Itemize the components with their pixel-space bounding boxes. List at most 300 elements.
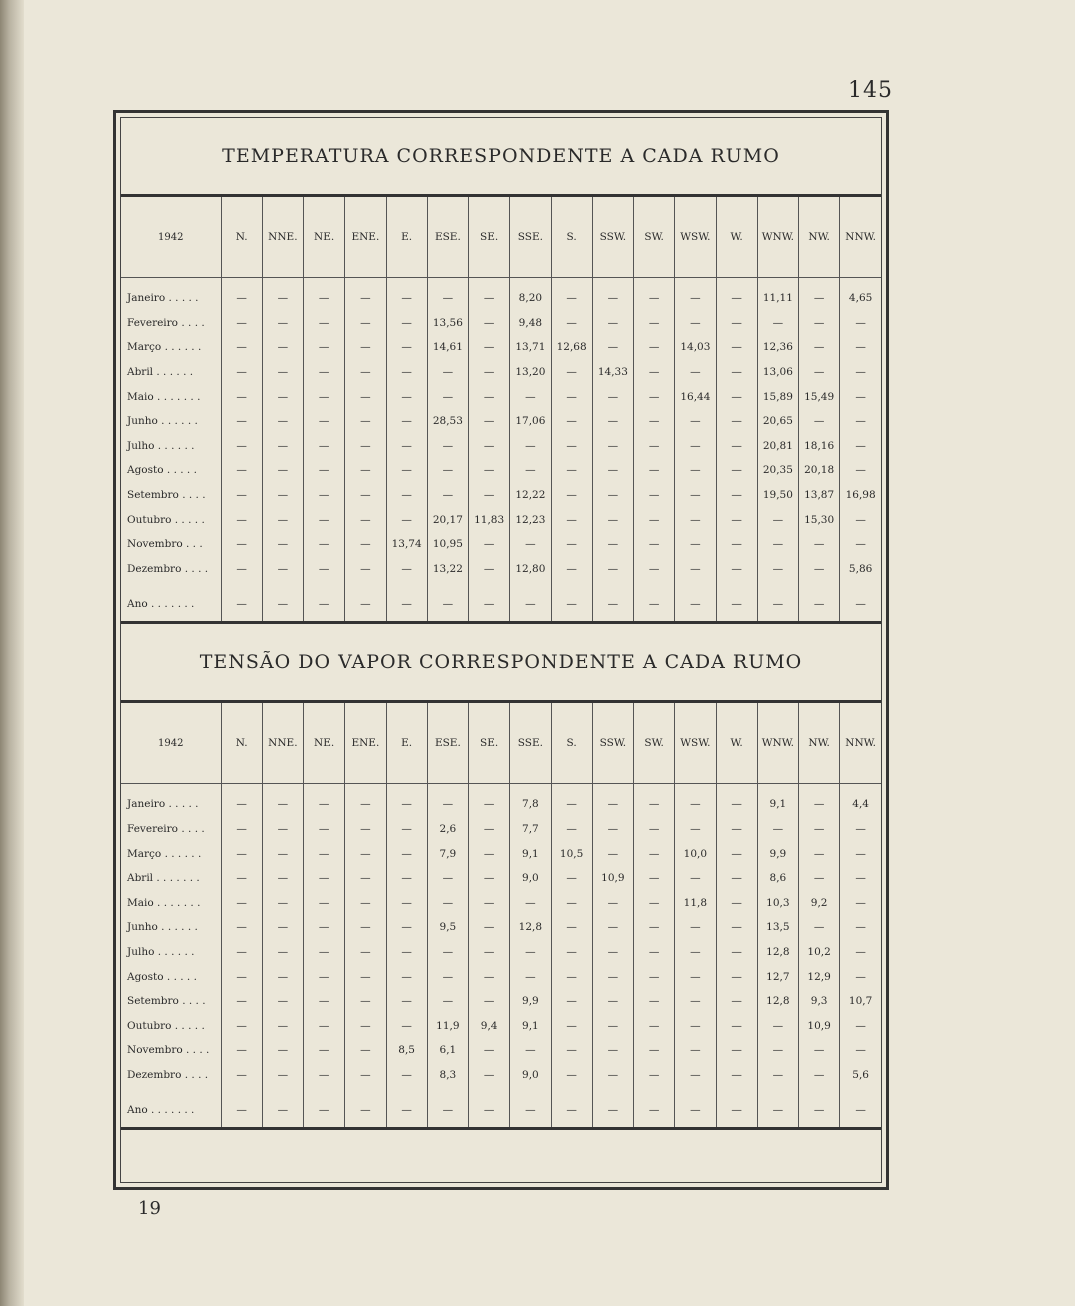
table-cell: —	[675, 409, 716, 434]
table-row	[121, 964, 881, 989]
table-cell: 7,9	[427, 841, 468, 866]
table-cell: 9,2	[799, 891, 840, 916]
table-cell: 12,7	[757, 964, 798, 989]
direction-column-header: E.	[386, 197, 427, 278]
month-label: Ano . . . . . . .	[127, 598, 195, 611]
table-cell: —	[221, 915, 262, 940]
table-cell: 9,5	[427, 915, 468, 940]
table-cell: 9,0	[510, 1063, 551, 1088]
table-cell: 5,86	[840, 557, 881, 582]
table-cell: —	[510, 964, 551, 989]
table-cell: —	[304, 891, 345, 916]
table-cell: —	[675, 866, 716, 891]
table-cell: —	[427, 866, 468, 891]
table-cell: —	[469, 1087, 510, 1127]
direction-column-header: S.	[551, 703, 592, 784]
table-cell: —	[262, 891, 303, 916]
table-cell: —	[469, 483, 510, 508]
table-cell: —	[592, 1013, 633, 1038]
direction-column-header: E.	[386, 703, 427, 784]
table-row	[121, 1038, 881, 1063]
table-cell: —	[510, 532, 551, 557]
table-cell: —	[386, 866, 427, 891]
table-cell: —	[757, 532, 798, 557]
tables-frame	[113, 110, 889, 1190]
table-cell: 18,16	[799, 434, 840, 459]
table-cell: —	[757, 557, 798, 582]
table-cell: —	[716, 940, 757, 965]
month-label: Maio . . . . . . .	[127, 390, 201, 403]
table-cell: —	[469, 335, 510, 360]
table-cell: 15,89	[757, 384, 798, 409]
table-cell: —	[551, 458, 592, 483]
table-cell: —	[469, 311, 510, 336]
table-cell: —	[592, 335, 633, 360]
table-cell: —	[716, 532, 757, 557]
table-cell: —	[634, 866, 675, 891]
table-cell: —	[262, 989, 303, 1014]
table-cell: —	[799, 360, 840, 385]
table-cell: —	[345, 458, 386, 483]
table-row	[121, 915, 881, 940]
table-cell: —	[592, 1038, 633, 1063]
table-cell: —	[592, 841, 633, 866]
table-cell: —	[469, 817, 510, 842]
table-cell: —	[221, 532, 262, 557]
table-cell: —	[262, 458, 303, 483]
direction-column-header: N.	[221, 197, 262, 278]
table-cell: —	[304, 1038, 345, 1063]
direction-column-header: SSW.	[592, 197, 633, 278]
table-cell: —	[386, 557, 427, 582]
table-cell: —	[345, 532, 386, 557]
table-cell: —	[262, 384, 303, 409]
month-label: Março . . . . . .	[127, 341, 202, 354]
table-cell: —	[221, 360, 262, 385]
table-cell: 9,0	[510, 866, 551, 891]
table-row	[121, 434, 881, 459]
table-cell: —	[304, 841, 345, 866]
month-label: Ano . . . . . . .	[127, 1104, 195, 1117]
table-cell: —	[675, 1013, 716, 1038]
table-cell: 10,9	[799, 1013, 840, 1038]
vapor-tension-header-row	[121, 703, 881, 784]
table-cell: —	[345, 784, 386, 817]
month-label: Dezembro . . . .	[127, 562, 209, 575]
month-label: Janeiro . . . . .	[127, 798, 199, 811]
table-cell: 7,8	[510, 784, 551, 817]
month-label: Agosto . . . . .	[127, 464, 197, 477]
table-cell: —	[221, 1087, 262, 1127]
table-cell: —	[675, 311, 716, 336]
direction-column-header: N.	[221, 703, 262, 784]
table-cell: 13,87	[799, 483, 840, 508]
table-cell: —	[716, 581, 757, 621]
table-cell: —	[386, 817, 427, 842]
table-cell: —	[675, 1063, 716, 1088]
table-cell: —	[551, 557, 592, 582]
table-cell: —	[427, 940, 468, 965]
table-cell: —	[716, 409, 757, 434]
month-label: Maio . . . . . . .	[127, 896, 201, 909]
direction-column-header: WNW.	[757, 703, 798, 784]
table-cell: —	[634, 507, 675, 532]
table-cell: —	[221, 784, 262, 817]
table-cell: —	[262, 311, 303, 336]
table-cell: —	[551, 434, 592, 459]
table-cell: —	[262, 915, 303, 940]
table-cell: —	[716, 1087, 757, 1127]
table-cell: —	[386, 384, 427, 409]
table-cell: —	[592, 311, 633, 336]
temperature-table-body	[121, 278, 881, 622]
table-cell: —	[675, 940, 716, 965]
table-cell: —	[675, 1087, 716, 1127]
table-cell: 8,20	[510, 278, 551, 311]
table-cell: —	[345, 507, 386, 532]
table-cell: —	[510, 581, 551, 621]
table-cell: —	[675, 434, 716, 459]
month-label: Outubro . . . . .	[127, 513, 205, 526]
table-cell: —	[716, 507, 757, 532]
table-cell: —	[634, 1087, 675, 1127]
table-cell: —	[304, 434, 345, 459]
table-cell: —	[716, 434, 757, 459]
table-cell: —	[304, 311, 345, 336]
direction-column-header: WNW.	[757, 197, 798, 278]
table-cell: —	[757, 817, 798, 842]
table-cell: —	[262, 278, 303, 311]
direction-column-header: SSE.	[510, 197, 551, 278]
table-row	[121, 532, 881, 557]
table-cell: 10,95	[427, 532, 468, 557]
table-cell: 10,3	[757, 891, 798, 916]
table-cell: —	[469, 940, 510, 965]
direction-column-header: ENE.	[345, 703, 386, 784]
table-cell: —	[345, 1013, 386, 1038]
table-cell: —	[551, 1063, 592, 1088]
table-cell: —	[469, 360, 510, 385]
direction-column-header: NE.	[304, 703, 345, 784]
table-cell: —	[716, 1063, 757, 1088]
table-cell: —	[345, 1038, 386, 1063]
table-cell: —	[386, 409, 427, 434]
table-cell: —	[427, 964, 468, 989]
direction-column-header: NW.	[799, 703, 840, 784]
table-cell: —	[799, 557, 840, 582]
table-cell: —	[427, 278, 468, 311]
table-cell: —	[221, 311, 262, 336]
table-cell: —	[634, 1063, 675, 1088]
table-cell: —	[675, 557, 716, 582]
table-cell: —	[592, 409, 633, 434]
table-cell: —	[551, 964, 592, 989]
table-row	[121, 989, 881, 1014]
table-cell: —	[840, 841, 881, 866]
table-cell: —	[551, 784, 592, 817]
table-cell: —	[304, 1063, 345, 1088]
table-cell: 4,65	[840, 278, 881, 311]
table-cell: 11,11	[757, 278, 798, 311]
direction-column-header: SE.	[469, 703, 510, 784]
table-cell: —	[386, 915, 427, 940]
table-cell: —	[592, 483, 633, 508]
table-cell: 8,6	[757, 866, 798, 891]
table-cell: —	[634, 784, 675, 817]
table-cell: —	[799, 409, 840, 434]
table-cell: —	[469, 532, 510, 557]
table-cell: —	[469, 915, 510, 940]
month-label: Junho . . . . . .	[127, 921, 198, 934]
month-label: Fevereiro . . . .	[127, 316, 205, 329]
table-cell: —	[469, 891, 510, 916]
table-cell: —	[304, 964, 345, 989]
table-cell: —	[386, 458, 427, 483]
table-cell: —	[510, 434, 551, 459]
table-cell: —	[262, 964, 303, 989]
table-cell: —	[345, 891, 386, 916]
table-cell: —	[551, 384, 592, 409]
direction-column-header: SSW.	[592, 703, 633, 784]
table-cell: 12,8	[757, 940, 798, 965]
table-cell: —	[840, 940, 881, 965]
table-cell: —	[840, 891, 881, 916]
table-cell: —	[799, 532, 840, 557]
table-cell: —	[304, 409, 345, 434]
month-label: Novembro . . . .	[127, 1044, 210, 1057]
month-label: Setembro . . . .	[127, 489, 206, 502]
table-cell: —	[757, 581, 798, 621]
direction-column-header: ESE.	[427, 703, 468, 784]
table-cell: —	[716, 784, 757, 817]
table-cell: —	[221, 989, 262, 1014]
temperature-header-row	[121, 197, 881, 278]
table-cell: —	[221, 891, 262, 916]
table-cell: —	[634, 278, 675, 311]
tables-frame-inner	[120, 117, 882, 1183]
table-cell: —	[716, 335, 757, 360]
table-cell: —	[840, 532, 881, 557]
table-cell: —	[799, 784, 840, 817]
table-cell: 8,3	[427, 1063, 468, 1088]
table-cell: 7,7	[510, 817, 551, 842]
table-cell: —	[221, 1013, 262, 1038]
temperature-table	[121, 197, 881, 621]
table-cell: —	[675, 915, 716, 940]
table-cell: 13,20	[510, 360, 551, 385]
table-cell: 13,06	[757, 360, 798, 385]
table-cell: 12,68	[551, 335, 592, 360]
direction-column-header: NNW.	[840, 703, 881, 784]
month-label: Julho . . . . . .	[127, 439, 195, 452]
table-cell: —	[634, 557, 675, 582]
table-cell: —	[386, 483, 427, 508]
table-cell: —	[427, 1087, 468, 1127]
table-cell: —	[551, 507, 592, 532]
table-cell: —	[799, 581, 840, 621]
table-cell: —	[716, 1038, 757, 1063]
table-cell: —	[262, 360, 303, 385]
table-cell: —	[262, 841, 303, 866]
table-cell: 9,3	[799, 989, 840, 1014]
table-cell: 20,17	[427, 507, 468, 532]
table-cell: —	[427, 483, 468, 508]
table-cell: 28,53	[427, 409, 468, 434]
table-cell: —	[592, 384, 633, 409]
table-cell: —	[840, 1013, 881, 1038]
table-row	[121, 940, 881, 965]
book-spine-shadow	[0, 0, 24, 1306]
table-cell: —	[634, 940, 675, 965]
table-cell: —	[716, 989, 757, 1014]
table-cell: —	[262, 866, 303, 891]
table-cell: —	[469, 434, 510, 459]
table-cell: —	[675, 507, 716, 532]
table-cell: —	[469, 557, 510, 582]
table-cell: 13,71	[510, 335, 551, 360]
table-cell: —	[675, 532, 716, 557]
table-cell: 14,03	[675, 335, 716, 360]
table-cell: —	[675, 360, 716, 385]
table-cell: —	[840, 458, 881, 483]
table-cell: —	[675, 581, 716, 621]
table-cell: —	[386, 841, 427, 866]
table-row	[121, 409, 881, 434]
table-cell: —	[551, 532, 592, 557]
table-cell: —	[840, 335, 881, 360]
table-cell: —	[592, 458, 633, 483]
table-cell: 11,9	[427, 1013, 468, 1038]
table-cell: 20,35	[757, 458, 798, 483]
table-cell: —	[304, 581, 345, 621]
month-label: Dezembro . . . .	[127, 1068, 209, 1081]
table-cell: —	[469, 278, 510, 311]
table-cell: —	[386, 311, 427, 336]
table-cell: —	[551, 1038, 592, 1063]
table-cell: —	[799, 866, 840, 891]
table-cell: —	[304, 532, 345, 557]
table-row	[121, 483, 881, 508]
table-cell: —	[840, 817, 881, 842]
table-cell: 14,61	[427, 335, 468, 360]
month-label: Julho . . . . . .	[127, 945, 195, 958]
table-cell: —	[262, 532, 303, 557]
table-row	[121, 557, 881, 582]
table-cell: —	[345, 335, 386, 360]
table-cell: —	[510, 940, 551, 965]
table-cell: —	[345, 557, 386, 582]
table-cell: —	[469, 784, 510, 817]
table-cell: —	[634, 964, 675, 989]
table-cell: —	[345, 964, 386, 989]
table-cell: 10,0	[675, 841, 716, 866]
table-row	[121, 581, 881, 621]
table-cell: —	[716, 360, 757, 385]
table-cell: —	[551, 311, 592, 336]
table-cell: —	[592, 434, 633, 459]
table-row	[121, 891, 881, 916]
table-cell: —	[345, 434, 386, 459]
table-cell: 6,1	[427, 1038, 468, 1063]
table-cell: 5,6	[840, 1063, 881, 1088]
table-cell: —	[221, 581, 262, 621]
table-cell: —	[551, 278, 592, 311]
table-cell: —	[345, 866, 386, 891]
table-cell: —	[799, 841, 840, 866]
table-cell: —	[716, 311, 757, 336]
table-cell: —	[840, 866, 881, 891]
signature-mark: 19	[138, 1198, 161, 1219]
table-cell: 11,8	[675, 891, 716, 916]
table-cell: —	[840, 507, 881, 532]
table-cell: —	[840, 384, 881, 409]
direction-column-header: ESE.	[427, 197, 468, 278]
direction-column-header: WSW.	[675, 197, 716, 278]
table-cell: —	[304, 915, 345, 940]
table-cell: —	[304, 866, 345, 891]
table-cell: —	[427, 384, 468, 409]
table-cell: —	[757, 311, 798, 336]
table-cell: —	[304, 784, 345, 817]
section-title-vapor-tension: TENSÃO DO VAPOR CORRESPONDENTE A CADA RUMO	[121, 621, 881, 703]
table-cell: —	[304, 940, 345, 965]
table-cell: —	[634, 915, 675, 940]
vapor-tension-table	[121, 703, 881, 1127]
table-cell: —	[221, 964, 262, 989]
month-label: Março . . . . . .	[127, 847, 202, 860]
table-cell: —	[551, 483, 592, 508]
table-cell: 12,36	[757, 335, 798, 360]
table-cell: —	[345, 915, 386, 940]
table-cell: —	[427, 458, 468, 483]
table-cell: —	[221, 483, 262, 508]
table-cell: —	[386, 434, 427, 459]
direction-column-header: W.	[716, 197, 757, 278]
table-cell: —	[716, 841, 757, 866]
table-cell: —	[221, 841, 262, 866]
table-cell: —	[716, 557, 757, 582]
table-cell: —	[675, 278, 716, 311]
table-cell: —	[799, 1038, 840, 1063]
table-cell: 10,2	[799, 940, 840, 965]
table-cell: —	[304, 507, 345, 532]
table-cell: —	[262, 1087, 303, 1127]
table-cell: —	[840, 581, 881, 621]
table-cell: —	[345, 581, 386, 621]
table-cell: 10,5	[551, 841, 592, 866]
table-cell: —	[262, 784, 303, 817]
table-row	[121, 311, 881, 336]
table-cell: —	[551, 1087, 592, 1127]
table-cell: —	[716, 817, 757, 842]
table-row	[121, 1063, 881, 1088]
table-cell: 14,33	[592, 360, 633, 385]
table-cell: —	[262, 409, 303, 434]
table-cell: —	[262, 581, 303, 621]
table-cell: —	[634, 891, 675, 916]
table-cell: —	[634, 434, 675, 459]
table-row	[121, 784, 881, 817]
table-cell: —	[592, 532, 633, 557]
table-cell: —	[386, 964, 427, 989]
table-cell: —	[221, 384, 262, 409]
table-cell: —	[221, 434, 262, 459]
table-cell: —	[221, 817, 262, 842]
table-cell: —	[716, 915, 757, 940]
table-cell: —	[716, 458, 757, 483]
table-cell: —	[757, 1038, 798, 1063]
direction-column-header: W.	[716, 703, 757, 784]
